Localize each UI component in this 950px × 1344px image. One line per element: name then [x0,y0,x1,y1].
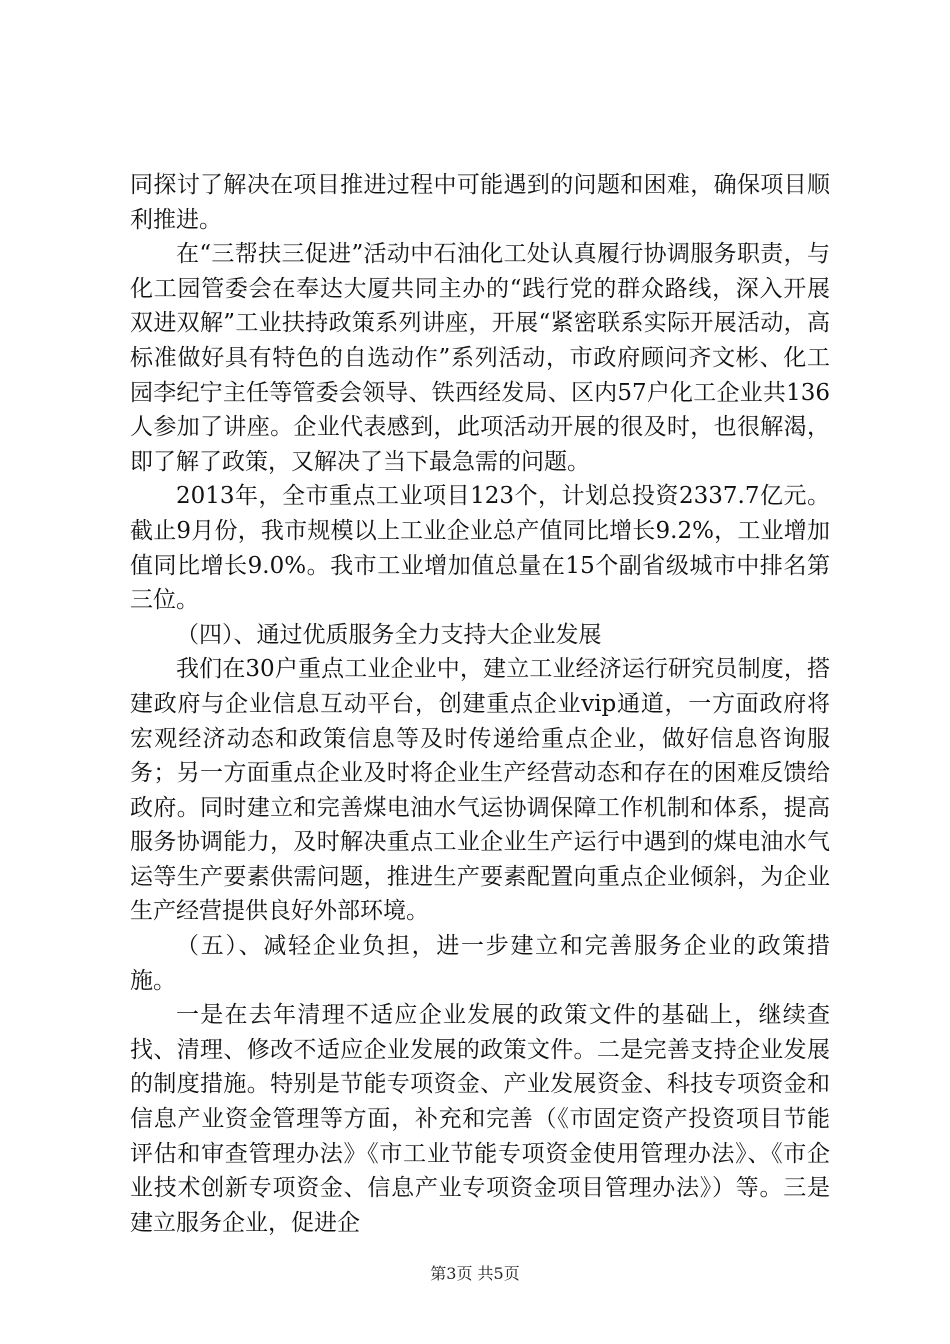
paragraph-key-enterprises: 我们在30户重点工业企业中，建立工业经济运行研究员制度，搭建政府与企业信息互动平台，创建重点企业vip通道，一方面政府将宏观经济动态和政策信息等及时传递给重点企业，做好信息咨询服务；另一方面重点企业及时将企业生产经营动态和存在的困难反馈给政府。同时建立和完善煤电油水气运协调保障工作机制和体系，提高服务协调能力，及时解决重点工业企业生产运行中遇到的煤电油水气运等生产要素供需问题，推进生产要素配置向重点企业倾斜，为企业生产经营提供良好外部环境。 [130,656,830,925]
page-footer: 第3页 共5页 [430,1264,520,1283]
section-heading-5: （五）、减轻企业负担，进一步建立和完善服务企业的政策措施。 [130,933,830,994]
paragraph-2013-statistics: 2013年，全市重点工业项目123个，计划总投资2337.7亿元。截止9月份，我市规模以上工业企业总产值同比增长9.2%，工业增加值同比增长9.0%。我市工业增加值总量在15个副省级城市中排名第三位。 [130,483,830,614]
document-body [130,168,830,1240]
paragraph-policy-measures: 一是在去年清理不适应企业发展的政策文件的基础上，继续查找、清理、修改不适应企业发展的政策文件。二是完善支持企业发展的制度措施。特别是节能专项资金、产业发展资金、科技专项资金和信息产业资金管理等方面，补充和完善（《市固定资产投资项目节能评估和审查管理办法》《市工业节能专项资金使用管理办法》、《市企业技术创新专项资金、信息产业专项资金项目管理办法》）等。三是建立服务企业，促进企 [130,1002,830,1236]
section-heading-4: （四）、通过优质服务全力支持大企业发展 [176,621,602,648]
paragraph-continued: 同探讨了解决在项目推进过程中可能遇到的问题和困难，确保项目顺利推进。 [130,172,830,233]
paragraph-san-bang-fu: 在“三帮扶三促进”活动中石油化工处认真履行协调服务职责，与化工园管委会在奉达大厦共同主办的“践行党的群众路线，深入开展双进双解”工业扶持政策系列讲座，开展“紧密联系实际开展活动，高标准做好具有特色的自选动作”系列活动，市政府顾问齐文彬、化工园李纪宁主任等管委会领导、铁西经发局、区内57户化工企业共136人参加了讲座。企业代表感到，此项活动开展的很及时，也很解渴，即了解了政策，又解决了当下最急需的问题。 [130,241,830,475]
